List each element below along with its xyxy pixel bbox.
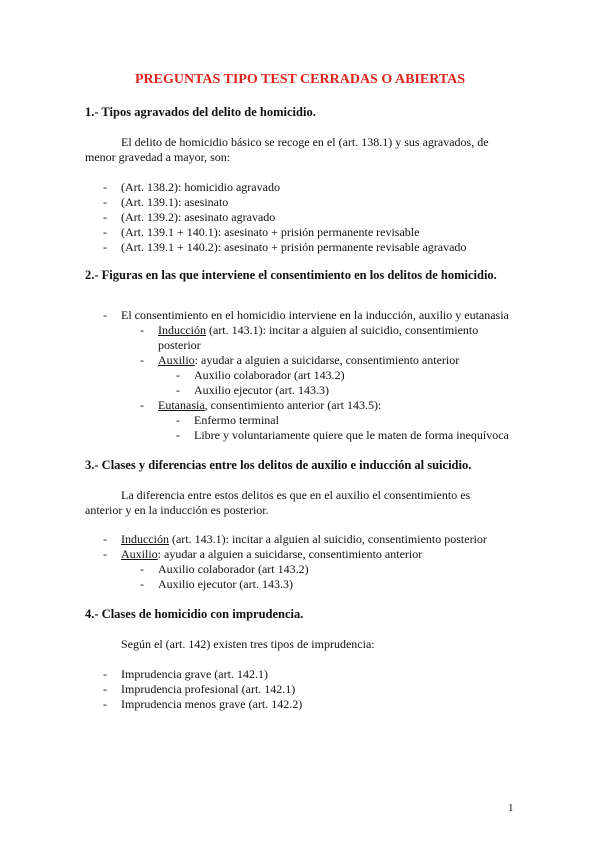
bullet-dash: - (176, 368, 180, 382)
induccion-continuation: posterior (158, 338, 201, 352)
list-item: Auxilio colaborador (art 143.2) (158, 562, 309, 576)
bullet-dash: - (103, 697, 107, 711)
auxilio-description: : ayudar a alguien a suicidarse, consentimiento anterior (194, 353, 460, 367)
bullet-dash: - (176, 413, 180, 427)
list-item: Imprudencia profesional (art. 142.1) (121, 682, 296, 696)
section-4-paragraph: Según el (art. 142) existen tres tipos de imprudencia: (121, 637, 375, 651)
bullet-dash: - (176, 383, 180, 397)
bullet-dash: - (103, 210, 107, 224)
section-1-paragraph-line-2: menor gravedad a mayor, son: (85, 150, 231, 164)
section-3-paragraph-line-2: anterior y en la inducción es posterior. (85, 503, 269, 517)
bullet-dash: - (103, 308, 107, 322)
induccion-description: (art. 143.1): incitar a alguien al suicidio, consentimiento posterior (168, 532, 487, 546)
section-4-heading: 4.- Clases de homicidio con imprudencia. (85, 607, 304, 621)
bullet-dash: - (103, 225, 107, 239)
page-title: PREGUNTAS TIPO TEST CERRADAS O ABIERTAS (134, 72, 466, 87)
list-item: Libre y voluntariamente quiere que le maten de forma inequívoca (194, 428, 509, 442)
list-item-induccion (121, 532, 487, 547)
list-item: El consentimiento en el homicidio interviene en la inducción, auxilio y eutanasia (121, 308, 509, 322)
section-3-paragraph-line-1: La diferencia entre estos delitos es que en el auxilio el consentimiento es (121, 488, 471, 502)
section-1-heading: 1.- Tipos agravados del delito de homicidio. (85, 105, 316, 119)
bullet-dash: - (103, 240, 107, 254)
bullet-dash: - (103, 682, 107, 696)
bullet-dash: - (103, 532, 107, 546)
eutanasia-description: , consentimiento anterior (art 143.5): (204, 398, 382, 412)
list-item: Auxilio ejecutor (art. 143.3) (194, 383, 329, 397)
list-item: Imprudencia menos grave (art. 142.2) (121, 697, 303, 711)
section-1-paragraph-line-1: El delito de homicidio básico se recoge en el (art. 138.1) y sus agravados, de (121, 135, 489, 149)
bullet-dash: - (103, 180, 107, 194)
bullet-dash: - (176, 428, 180, 442)
bullet-dash: - (103, 195, 107, 209)
term-auxilio: Auxilio (158, 353, 195, 367)
term-auxilio: Auxilio (121, 547, 158, 561)
list-item: (Art. 139.1 + 140.1): asesinato + prisión permanente revisable (121, 225, 420, 239)
term-induccion: Inducción (121, 532, 169, 546)
auxilio-description: : ayudar a alguien a suicidarse, consentimiento anterior (157, 547, 423, 561)
term-induccion: Inducción (158, 323, 206, 337)
bullet-dash: - (140, 398, 144, 412)
list-item-auxilio (158, 353, 459, 368)
bullet-dash: - (140, 562, 144, 576)
list-item: Imprudencia grave (art. 142.1) (121, 667, 268, 681)
list-item: Enfermo terminal (194, 413, 279, 427)
list-item: (Art. 139.2): asesinato agravado (121, 210, 276, 224)
list-item: Auxilio ejecutor (art. 143.3) (158, 577, 293, 591)
bullet-dash: - (140, 353, 144, 367)
list-item: Auxilio colaborador (art 143.2) (194, 368, 345, 382)
section-2-heading: 2.- Figuras en las que interviene el consentimiento en los delitos de homicidio. (85, 268, 497, 282)
term-eutanasia: Eutanasia (158, 398, 205, 412)
bullet-dash: - (140, 323, 144, 337)
induccion-description: (art. 143.1): incitar a alguien al suicidio, consentimiento (205, 323, 479, 337)
bullet-dash: - (140, 577, 144, 591)
page-number: 1 (508, 802, 514, 814)
bullet-dash: - (103, 547, 107, 561)
bullet-dash: - (103, 667, 107, 681)
section-3-heading: 3.- Clases y diferencias entre los delitos de auxilio e inducción al suicidio. (85, 458, 472, 472)
list-item-auxilio (121, 547, 422, 562)
list-item: (Art. 138.2): homicidio agravado (121, 180, 280, 194)
list-item-induccion (158, 323, 478, 338)
list-item: (Art. 139.1): asesinato (121, 195, 229, 209)
list-item: (Art. 139.1 + 140.2): asesinato + prisión permanente revisable agravado (121, 240, 467, 254)
list-item-eutanasia (158, 398, 381, 413)
